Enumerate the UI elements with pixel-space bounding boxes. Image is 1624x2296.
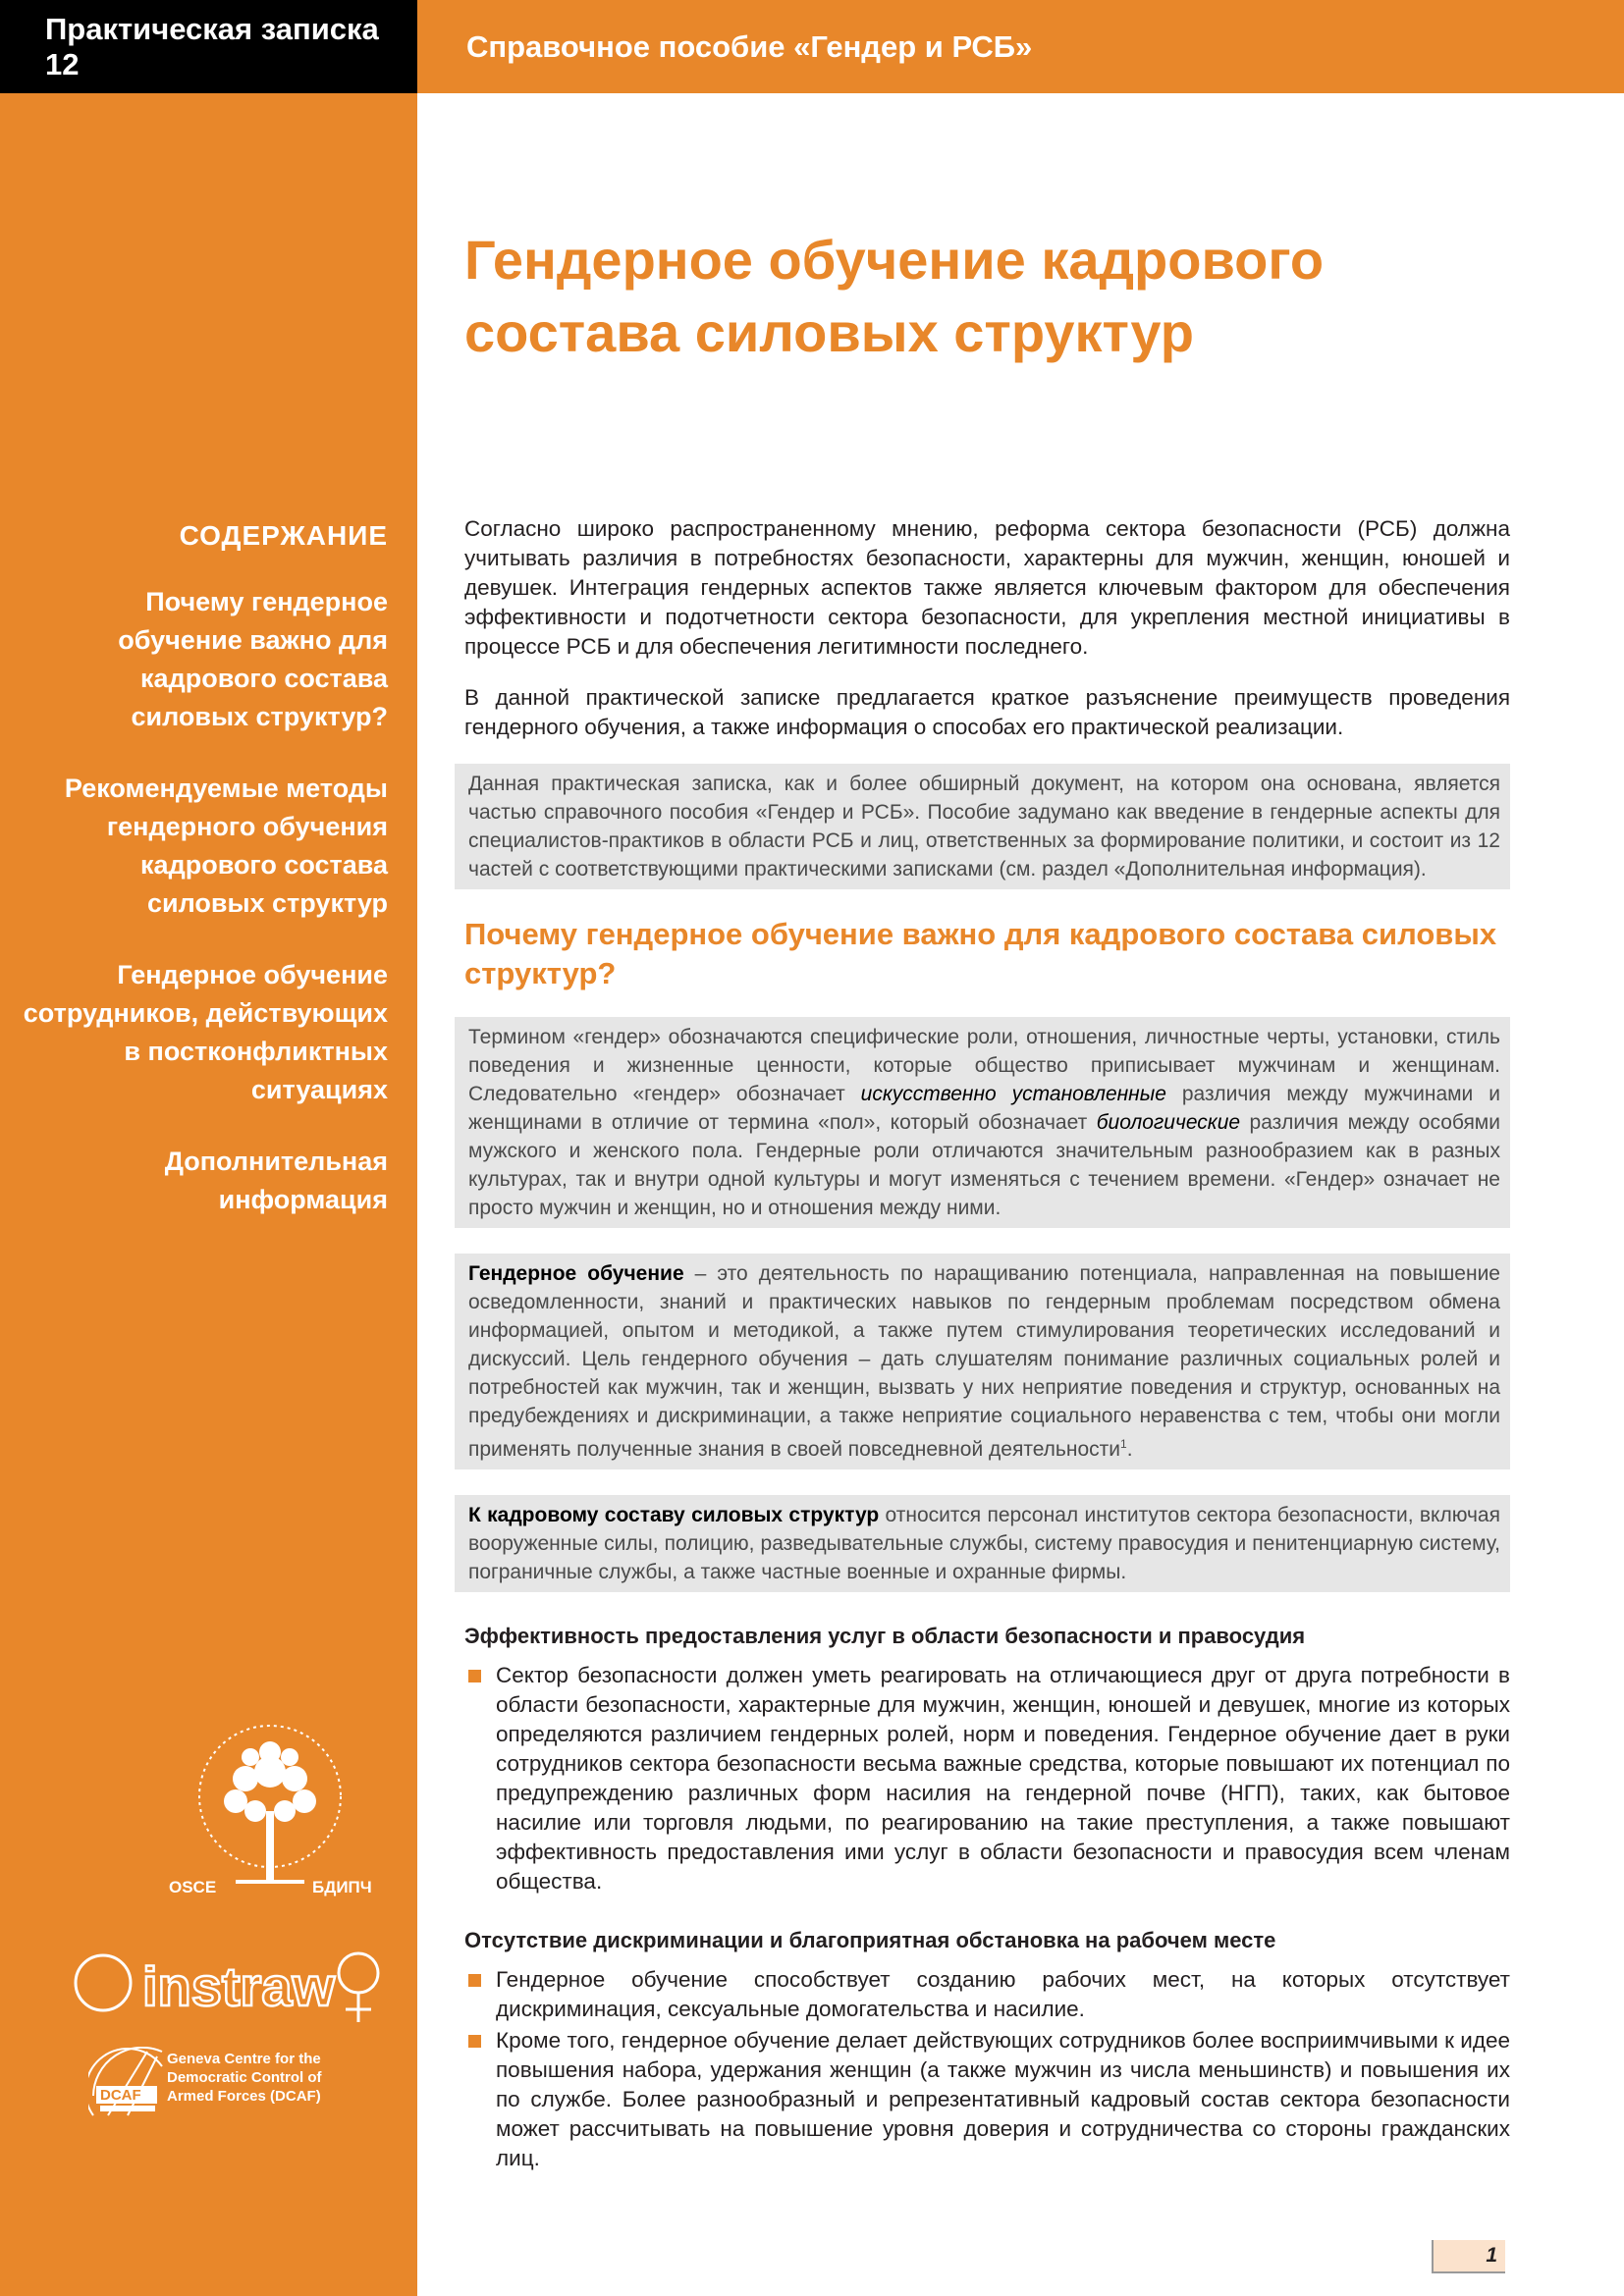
toc-heading: СОДЕРЖАНИЕ [179, 520, 388, 551]
bullet-list [464, 1965, 1510, 2173]
series-label: Практическая записка 12 [0, 0, 417, 93]
toc-item[interactable]: Дополнительная информация [164, 1147, 388, 1214]
subsection-heading: Эффективность предоставления услуг в области безопасности и правосудия [464, 1624, 1306, 1648]
dcaf-name [167, 2050, 403, 2106]
toc-item[interactable]: Гендерное обучение сотрудников, действующих в постконфликтных ситуациях [23, 960, 388, 1104]
bullet-list [464, 1661, 1510, 1896]
odihr-logo [167, 1718, 393, 1914]
dcaf-line: Armed Forces (DCAF) [167, 2088, 321, 2105]
list-item-text: Кроме того, гендерное обучение делает действующих сотрудников более восприимчивыми к идее повышения набора, удержания женщин (а также мужчин из числа меньшинств) и повышения их по службе. Более разнообразный и репрезентативный кадровый состав сектора безопасности может рассчитывать на повышение уровня доверия и сотрудничества со стороны гражданских лиц. [496, 2028, 1510, 2170]
bullet-square-icon [468, 1974, 481, 1987]
intro-paragraph: Согласно широко распространенному мнению, реформа сектора безопасности (РСБ) должна учитывать различия в потребностях безопасности, характерны для мужчин, женщин, юношей и девушек. Интеграция гендерных аспектов также является ключевым фактором для обеспечения эффективности и подотчетности сектора безопасности, для укрепления местной инициативы в процессе РСБ и для обеспечения легитимности последнего. [464, 516, 1510, 659]
title-line: состава силовых структур [464, 301, 1194, 363]
dcaf-logo [88, 2047, 167, 2120]
definition-box-gender [455, 1017, 1510, 1228]
toc-item[interactable]: Рекомендуемые методы гендерного обучения кадрового состава силовых структур [64, 774, 388, 918]
title-line: Гендерное обучение кадрового [464, 229, 1325, 291]
list-item-text: Гендерное обучение способствует созданию рабочих мест, на которых отсутствует дискриминация, сексуальные домогательства и насилие. [496, 1967, 1510, 2021]
toc-item[interactable]: Почему гендерное обучение важно для кадрового состава силовых структур? [118, 587, 388, 731]
dcaf-line: Geneva Centre for the [167, 2051, 321, 2067]
definition-box-training [455, 1254, 1510, 1469]
definition-box-personnel [455, 1495, 1510, 1592]
definition-text: относится персонал институтов сектора безопасности, включая вооруженные силы, полицию, разведывательные службы, систему правосудия и пенитенциарную систему, пограничные службы, а также частные военные и охранные фирмы. [468, 1504, 1500, 1583]
table-of-contents [20, 520, 388, 1253]
list-item-text: Сектор безопасности должен уметь реагировать на отличающиеся друг от друга потребности в области безопасности, характерные для мужчин, женщин, юношей и девушек, многие из которых определяются различием гендерных ролей, норм и поведения. Гендерное обучение дает в руки сотрудников сектора безопасности весьма важные средства, которые повышают их потенциал по предупреждению различных форм насилия на гендерной почве (НГП), таких, как бытовое насилие или торговля людьми, по реагированию на такие преступления, а также повышают эффективность предоставления ими услуг в области безопасности и правосудия всем членам общества. [496, 1663, 1510, 1894]
list-item [464, 2026, 1510, 2173]
definition-term: Гендерное обучение [468, 1262, 684, 1285]
definition-term: К кадровому составу силовых структур [468, 1504, 880, 1526]
definition-text: – это деятельность по наращиванию потенциала, направленная на повышение осведомленности, знаний и практических навыков по гендерным проблемам посредством обмена информацией, опытом и методикой, а также путем стимулирования теоретических исследований и дискуссий. Цель гендерного обучения – дать слушателям понимание различных социальных ролей и потребностей как мужчин, так и женщин, вызвать у них неприятие поведения и структур, основанных на предубеждениях и дискриминации, а также неприятие социального неравенства с тем, чтобы они могли применять полученные знания в своей повседневной деятельности [468, 1262, 1500, 1461]
intro-paragraph: В данной практической записке предлагается краткое разъяснение преимуществ проведения гендерного обучения, а также информация о способах его практической реализации. [464, 685, 1510, 739]
main-content [464, 514, 1510, 2175]
bullet-square-icon [468, 1670, 481, 1682]
section-heading: Почему гендерное обучение важно для кадрового состава силовых структур? [464, 917, 1497, 990]
list-item [464, 1661, 1510, 1896]
instraw-logo [59, 1939, 393, 2032]
odihr-label: БДИПЧ [312, 1878, 372, 1896]
osce-label: OSCE [169, 1878, 217, 1896]
toolkit-title: Справочное пособие «Гендер и РСБ» [417, 0, 1624, 93]
list-item [464, 1965, 1510, 2024]
dcaf-badge: DCAF [100, 2087, 141, 2104]
note-box: Данная практическая записка, как и более обширный документ, на котором она основана, является частью справочного пособия «Гендер и РСБ». Пособие задумано как введение в гендерные аспекты для специалистов-практиков в области РСБ и лиц, ответственных за формирование политики, и состоит из 12 частей с соответствующими практическими записками (см. раздел «Дополнительная информация). [455, 764, 1510, 889]
definition-text: различия между мужчинами и женщинами в отличие от термина «пол», который обозначает [468, 1083, 1500, 1134]
dcaf-line: Democratic Control of [167, 2069, 322, 2086]
bullet-square-icon [468, 2035, 481, 2048]
emphasis-text: искусственно установленные [860, 1083, 1166, 1105]
definition-text: . [1126, 1438, 1133, 1461]
definition-text: Термином «гендер» обозначаются специфические роли, отношения, личностные черты, установки, стиль поведения и жизненные ценности, которые общество приписывает мужчинам и женщинам. Следовательно «гендер» обозначает [468, 1026, 1500, 1105]
footnote-ref[interactable]: 1 [1120, 1437, 1127, 1451]
subsection-heading: Отсутствие дискриминации и благоприятная обстановка на рабочем месте [464, 1928, 1276, 1952]
page-number: 1 [1432, 2240, 1505, 2273]
definition-text: различия между особями мужского и женского пола. Гендерные роли отличаются значительным разнообразием как в разных культурах, так и внутри одной культуры и могут изменяться с течением времени. «Гендер» означает не просто мужчин и женщин, но и отношения между ними. [468, 1111, 1500, 1219]
page-title [464, 224, 1574, 369]
instraw-wordmark: instraw [142, 1955, 336, 2017]
emphasis-text: биологические [1096, 1111, 1241, 1134]
